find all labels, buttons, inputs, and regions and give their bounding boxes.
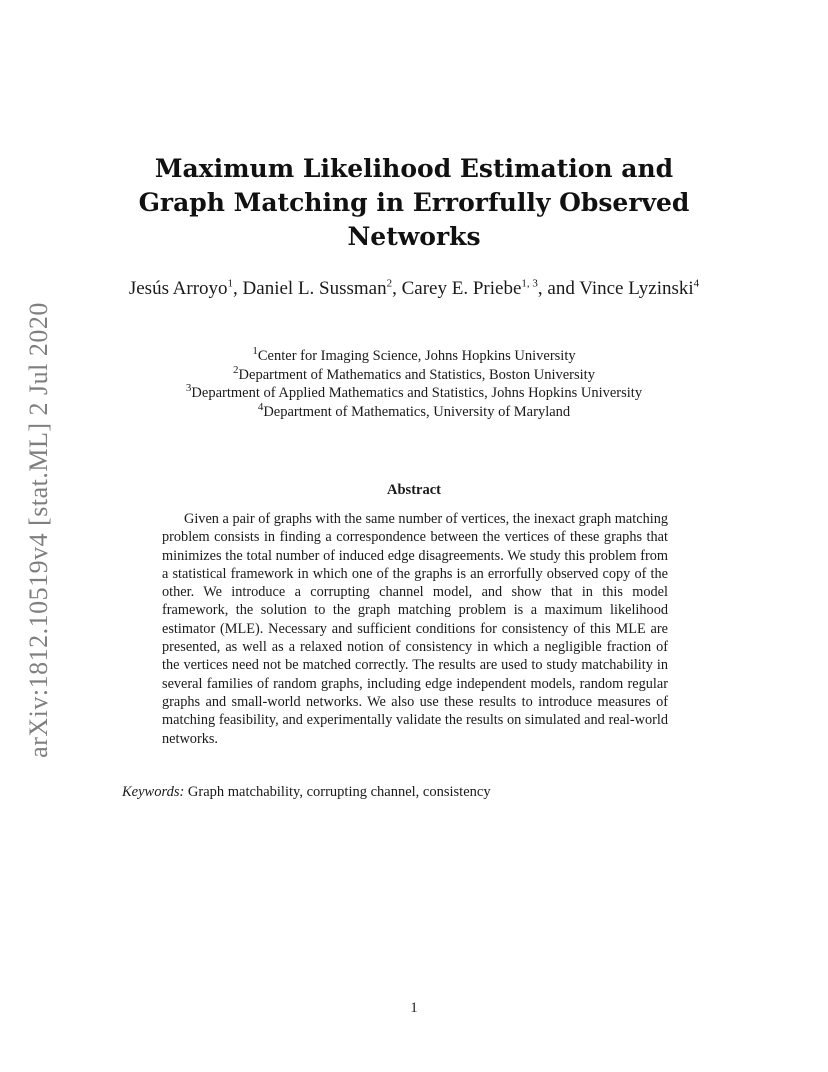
author-list	[120, 277, 708, 300]
keywords	[122, 784, 712, 801]
affiliation-list	[120, 347, 708, 421]
arxiv-identifier	[17, 295, 61, 765]
abstract-body: Given a pair of graphs with the same number of vertices, the inexact graph matching problem consists in finding a correspondence between the vertices of these graphs that minimizes the total number of induced edge disagreements. We study this problem from a statistical framework in which one of the graphs is an errorfully observed copy of the other. We introduce a corrupting channel model, and show that in this model framework, the solution to the graph matching problem is a maximum likelihood estimator (MLE). Necessary and sufficient conditions for consistency of this MLE are presented, as well as a relaxed notion of consistency in which a negligible fraction of the vertices need not be matched correctly. The results are used to study matchability in several families of random graphs, including edge independent models, random regular graphs and small-world networks. We also use these results to introduce measures of matching feasibility, and experimentally validate the results on simulated and real-world networks.	[162, 511, 668, 747]
arxiv-identifier-text: arXiv:1812.10519v4 [stat.ML] 2 Jul 2020	[24, 302, 53, 758]
page-number: 1	[410, 1000, 418, 1016]
title-line-2: Graph Matching in Errorfully Observed	[138, 188, 690, 217]
author: Jesús Arroyo$^1$,	[128, 277, 243, 299]
affiliation: $^1$Center for Imaging Science, Johns Hopkins University	[252, 345, 576, 364]
paper-title	[120, 152, 708, 254]
author: Carey E. Priebe$^{1, 3}$, and	[401, 277, 580, 299]
title-line-1: Maximum Likelihood Estimation and	[154, 154, 674, 183]
abstract-heading: Abstract	[387, 482, 441, 498]
affiliation: $^3$Department of Applied Mathematics and Statistics, Johns Hopkins University	[185, 382, 643, 401]
keywords-text: Graph matchability, corrupting channel, consistency	[187, 784, 491, 800]
title-line-3: Networks	[347, 222, 481, 251]
author: Daniel L. Sussman$^2$,	[242, 277, 402, 299]
keywords-label: Keywords:	[122, 784, 185, 800]
affiliation: $^4$Department of Mathematics, University of Maryland	[257, 400, 571, 420]
author: Vince Lyzinski$^4$	[579, 277, 700, 299]
affiliation: $^2$Department of Mathematics and Statistics, Boston University	[233, 363, 595, 383]
